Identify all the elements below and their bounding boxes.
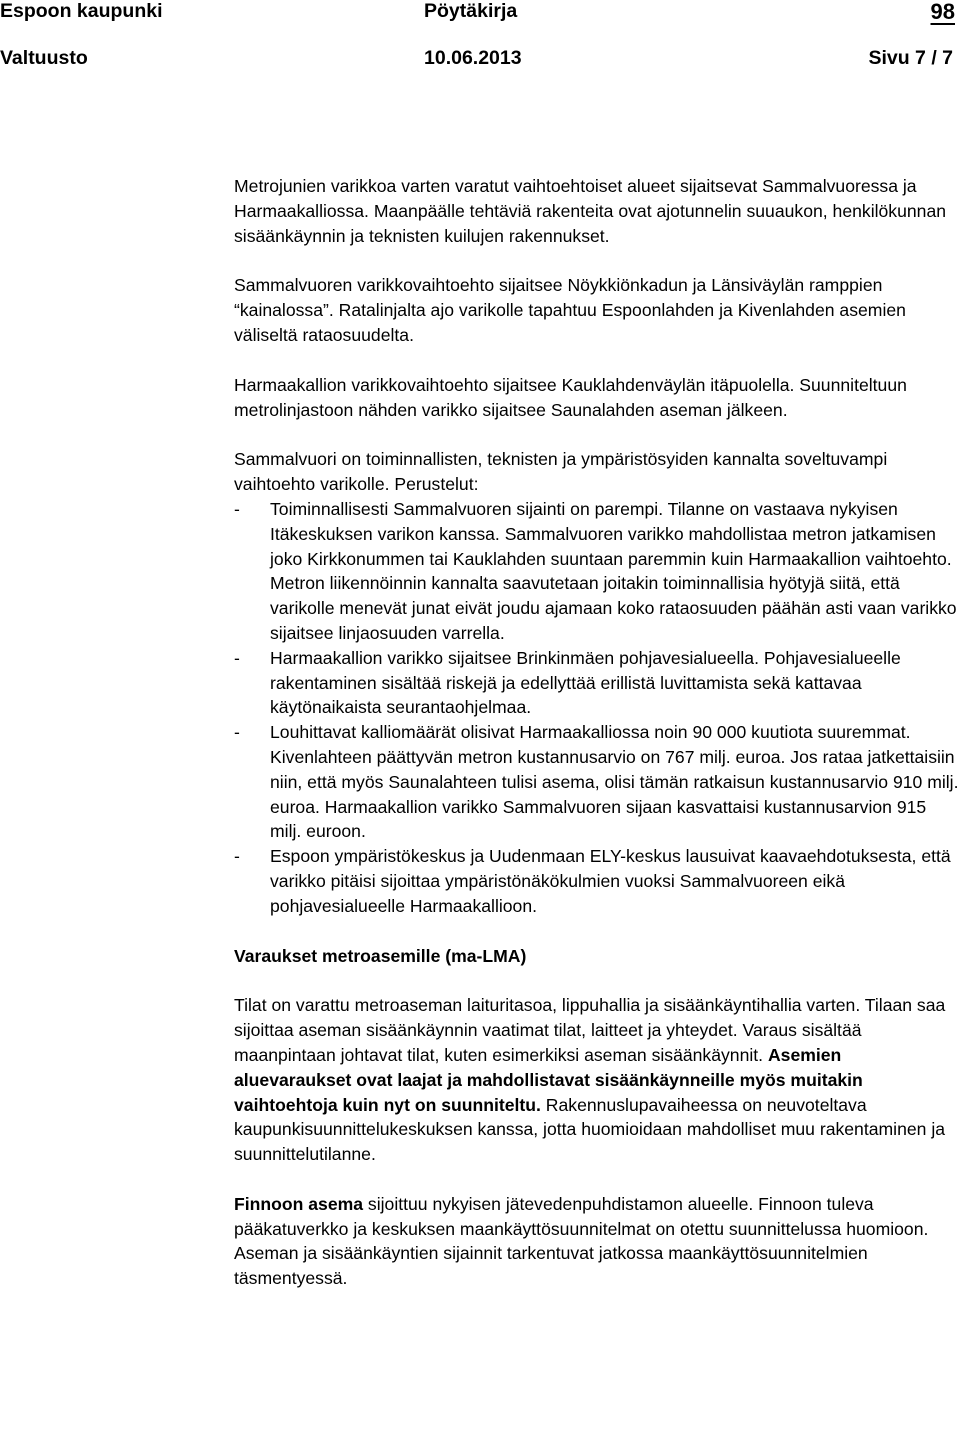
list-dash: -	[234, 498, 240, 519]
page-number: 98	[930, 0, 955, 24]
paragraph-finnoo	[234, 1192, 960, 1291]
document-body	[234, 174, 960, 1316]
meeting-date: 10.06.2013	[424, 47, 522, 69]
station-text-a: Tilat on varattu metroaseman laituritasoa, lippuhallia ja sisäänkäyntihallia varten. Tilaan saa sijoittaa aseman sisäänkäynnin vaatimat tilat, laitteet ja yhteydet. Varaus sisältää maanpintaan johtavat tilat, kuten esimerkiksi aseman sisäänkäynnit.	[234, 995, 946, 1065]
justification-list	[234, 497, 960, 919]
list-item	[234, 844, 960, 918]
station-text-bold: Asemien aluevaraukset ovat laajat ja mahdollistavat sisäänkäynneille myös muitakin vaihtoehtoja kuin nyt on suunniteltu.	[234, 1044, 863, 1115]
header-row-top	[0, 0, 960, 28]
section-heading: Varaukset metroasemille (ma-LMA)	[234, 945, 527, 966]
list-item-text: Louhittavat kalliomäärät olisivat Harmaakalliossa noin 90 000 kuutiota suuremmat. Kivenlahteen päättyvän metron kustannusarvio on 767 milj. euroa. Jos rataa jatkettaisiin niin, että myös Saunalahteen tulisi asema, olisi tämän ratkaisun kustannusarvio 910 milj. euroa. Harmaakallion varikko Sammalvuoren sijaan kasvattaisi kustannusarvion 915 milj. euroon.	[270, 722, 959, 842]
document-type: Pöytäkirja	[424, 0, 518, 22]
organization-name: Espoon kaupunki	[0, 0, 163, 22]
list-item-text: Toiminnallisesti Sammalvuoren sijainti on parempi. Tilanne on vastaava nykyisen Itäkeskuksen varikon kanssa. Sammalvuoren varikko mahdollistaa metron jatkamisen joko Kirkkonummen tai Kauklahden suuntaan paremmin kuin Harmaakallion vaihtoehto. Metron liikennöinnin kannalta saavutetaan joitakin toiminnallisia hyötyjä siitä, että varikolle menevät junat eivät joudu ajamaan koko rataosuuden päähän asti vaan varikko sijaitsee linjaosuuden varrella.	[270, 498, 957, 643]
list-dash: -	[234, 722, 240, 743]
paragraph-station-reservations	[234, 993, 960, 1167]
list-item	[234, 646, 960, 720]
list-item	[234, 720, 960, 844]
list-item	[234, 497, 960, 646]
list-dash: -	[234, 647, 240, 668]
list-item-text: Espoon ympäristökeskus ja Uudenmaan ELY-keskus lausuivat kaavaehdotuksesta, että varikko pitäisi sijoittaa ympäristönäkökulmien vuoksi Sammalvuoreen eikä pohjavesialueelle Harmaakallioon.	[270, 846, 951, 916]
paragraph-depot-areas: Metrojunien varikkoa varten varatut vaihtoehtoiset alueet sijaitsevat Sammalvuoressa ja Harmaakalliossa. Maanpäälle tehtäviä rakenteita ovat ajotunnelin suuaukon, henkilökunnan sisäänkäynnin ja teknisten kuilujen rakennukset.	[234, 176, 947, 246]
finnoo-text: sijoittuu nykyisen jätevedenpuhdistamon alueelle. Finnoon tuleva pääkatuverkko ja keskuksen maankäyttösuunnitelmat on otettu suunnittelussa huomioon. Aseman ja sisäänkäyntien sijainnit tarkentuvat jatkossa maankäyttösuunnitelmien täsmentyessä.	[234, 1193, 929, 1289]
paragraph-harmaakallio: Harmaakallion varikkovaihtoehto sijaitsee Kauklahdenväylän itäpuolella. Suunniteltuun metrolinjastoon nähden varikko sijaitsee Saunalahden aseman jälkeen.	[234, 374, 907, 420]
station-text-b: Rakennuslupavaiheessa on neuvoteltava kaupunkisuunnittelukeskuksen kanssa, jotta huomioidaan mahdolliset muu rakentaminen ja suunnittelutilanne.	[234, 1094, 946, 1165]
body-name: Valtuusto	[0, 47, 88, 69]
page-info: Sivu 7 / 7	[868, 47, 953, 69]
header-row-bottom	[0, 47, 960, 75]
paragraph-sammalvuori: Sammalvuoren varikkovaihtoehto sijaitsee Nöykkiönkadun ja Länsiväylän ramppien “kainalossa”. Ratalinjalta ajo varikolle tapahtuu Espoonlahden ja Kivenlahden asemien väliseltä rataosuudelta.	[234, 275, 906, 345]
list-item-text: Harmaakallion varikko sijaitsee Brinkinmäen pohjavesialueella. Pohjavesialueelle rakentaminen sisältää riskejä ja edellyttää erillistä luvittamista sekä kattavaa käytönaikaista seurantaohjelmaa.	[270, 647, 901, 718]
list-dash: -	[234, 846, 240, 867]
finnoo-station-name: Finnoon asema	[234, 1193, 364, 1214]
paragraph-justification: Sammalvuori on toiminnallisten, teknisten ja ympäristösyiden kannalta soveltuvampi vaihtoehto varikolle. Perustelut:	[234, 449, 888, 495]
